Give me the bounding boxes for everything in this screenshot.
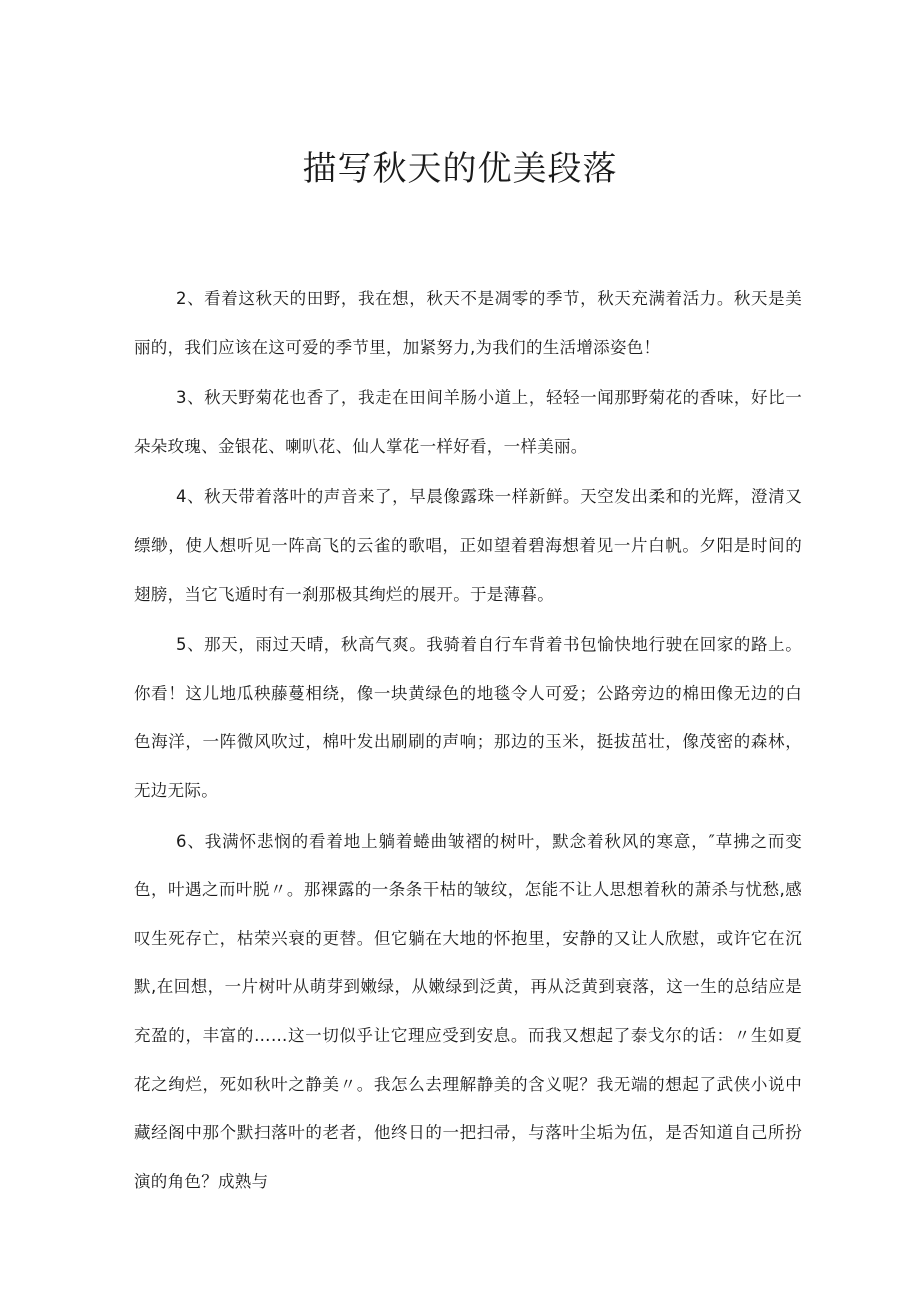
paragraph-6: 6、我满怀悲悯的看着地上躺着蜷曲皱褶的树叶，默念着秋风的寒意，″草拂之而变色，叶遇之而叶脱〃。那裸露的一条条干枯的皱纹，怎能不让人思想着秋的萧杀与忧愁,感叹生死存亡，枯荣兴衰的更替。但它躺在大地的怀抱里，安静的又让人欣慰，或许它在沉默,在回想，一片树叶从萌芽到嫩绿，从嫩绿到泛黄，再从泛黄到衰落，这一生的总结应是充盈的，丰富的……这一切似乎让它理应受到安息。而我又想起了泰戈尔的话：〃生如夏花之绚烂，死如秋叶之静美〃。我怎么去理解静美的含义呢？我无端的想起了武侠小说中藏经阁中那个默扫落叶的老者，他终日的一把扫帚，与落叶尘垢为伍，是否知道自己所扮演的角色？成熟与 [134, 831, 802, 1191]
document-body [134, 275, 802, 1208]
paragraph-2: 2、看着这秋天的田野，我在想，秋天不是凋零的季节，秋天充满着活力。秋天是美丽的，我们应该在这可爱的季节里，加紧努力,为我们的生活增添姿色！ [134, 289, 802, 357]
paragraph-5: 5、那天，雨过天晴，秋高气爽。我骑着自行车背着书包愉快地行驶在回家的路上。你看！这儿地瓜秧藤蔓相绕，像一块黄绿色的地毯令人可爱；公路旁边的棉田像无边的白色海洋，一阵微风吹过，棉叶发出刷刷的声响；那边的玉米，挺拔茁壮，像茂密的森林，无边无际。 [134, 635, 802, 800]
paragraph-4: 4、秋天带着落叶的声音来了，早晨像露珠一样新鲜。天空发出柔和的光辉，澄清又缥缈，使人想听见一阵高飞的云雀的歌唱，正如望着碧海想着见一片白帆。夕阳是时间的翅膀，当它飞遁时有一刹那极其绚烂的展开。于是薄暮。 [134, 487, 802, 604]
document-title: 描写秋天的优美段落 [302, 149, 618, 189]
paragraph-3: 3、秋天野菊花也香了，我走在田间羊肠小道上，轻轻一闻那野菊花的香味，好比一朵朵玫瑰、金银花、喇叭花、仙人掌花一样好看，一样美丽。 [134, 388, 802, 456]
